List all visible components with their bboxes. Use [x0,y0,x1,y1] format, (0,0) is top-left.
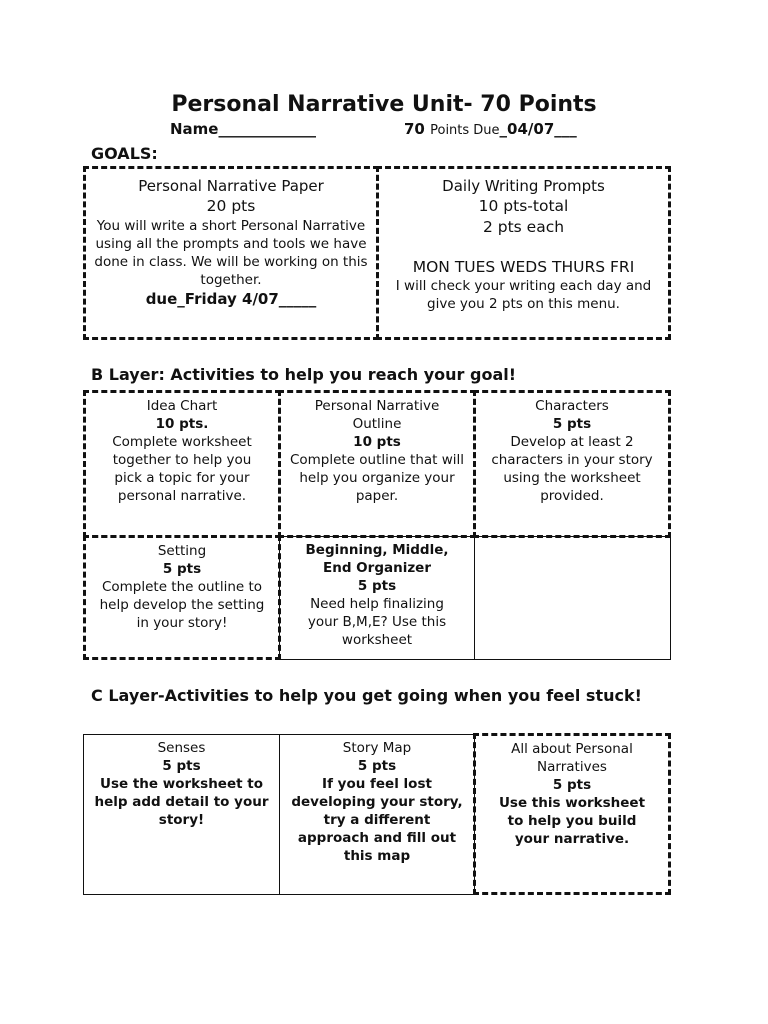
b-cell-description: Complete the outline to help develop the setting in your story! [99,579,265,631]
goal-paper-cell [83,166,379,340]
b-cell-title: Personal Narrative Outline [314,398,440,432]
name-field-label: Name_____________ [170,120,316,138]
c-cell-points: 5 pts [552,777,592,793]
goal-prompts-title: Daily Writing Prompts [442,177,605,195]
b-layer-heading: B Layer: Activities to help you reach your goal! [91,365,517,384]
b-cell-idea-chart [83,390,281,538]
points-value: 70 [404,120,425,138]
c-cell-title: All about Personal Narratives [511,741,633,775]
b-cell-title: Idea Chart [146,398,218,414]
b-cell-points: 5 pts [162,561,202,577]
c-cell-points: 5 pts [357,758,397,774]
b-cell-bme-organizer [279,536,475,660]
c-cell-description: If you feel lost developing your story, try a different approach and fill out this map [291,776,463,864]
c-cell-story-map [279,734,475,895]
page-title: Personal Narrative Unit- 70 Points [171,92,597,117]
goal-paper-points: 20 pts [206,197,256,215]
b-cell-points: 5 pts [357,578,397,594]
goal-prompts-days: MON TUES WEDS THURS FRI [412,258,635,276]
b-cell-description: Develop at least 2 characters in your story using the worksheet provided. [491,434,653,504]
goal-prompts-description: I will check your writing each day and give you 2 pts on this menu. [395,278,652,312]
b-cell-title: Characters [535,398,609,414]
b-cell-outline [278,390,476,538]
b-cell-points: 10 pts [353,434,401,450]
goal-paper-title: Personal Narrative Paper [138,177,324,195]
b-cell-description: Complete worksheet together to help you pick a topic for your personal narrative. [112,434,252,504]
goal-prompts-cell [376,166,671,340]
b-cell-title: Setting [157,543,207,559]
c-layer-heading: C Layer-Activities to help you get going when you feel stuck! [91,686,642,705]
c-cell-points: 5 pts [162,758,201,774]
b-cell-setting [83,535,281,660]
points-due-label: Points Due [430,123,500,138]
c-cell-description: Use this worksheet to help you build your narrative. [498,795,646,847]
b-cell-characters [473,390,671,538]
c-cell-title: Senses [157,740,206,756]
goal-paper-description: You will write a short Personal Narrative using all the prompts and tools we have done in class. We will be working on this together. [94,218,368,288]
c-cell-description: Use the worksheet to help add detail to your story! [94,776,269,828]
c-cell-title: Story Map [342,740,412,756]
b-cell-points: 10 pts. [155,416,209,432]
points-due-line [404,120,577,138]
c-cell-senses [83,734,280,895]
goal-prompts-points-total: 10 pts-total [478,197,569,215]
b-cell-points: 5 pts [552,416,592,432]
due-date: _04/07___ [499,120,577,138]
b-cell-title: Beginning, Middle, End Organizer [305,542,449,576]
c-cell-about-narratives [473,733,671,895]
b-cell-description: Complete outline that will help you organize your paper. [289,452,465,504]
goal-paper-due: due_Friday 4/07_____ [145,290,317,308]
goal-prompts-points-each: 2 pts each [482,218,565,236]
goals-heading: GOALS: [91,144,158,163]
b-cell-empty [474,536,671,660]
b-cell-description: Need help finalizing your B,M,E? Use this worksheet [307,596,447,648]
